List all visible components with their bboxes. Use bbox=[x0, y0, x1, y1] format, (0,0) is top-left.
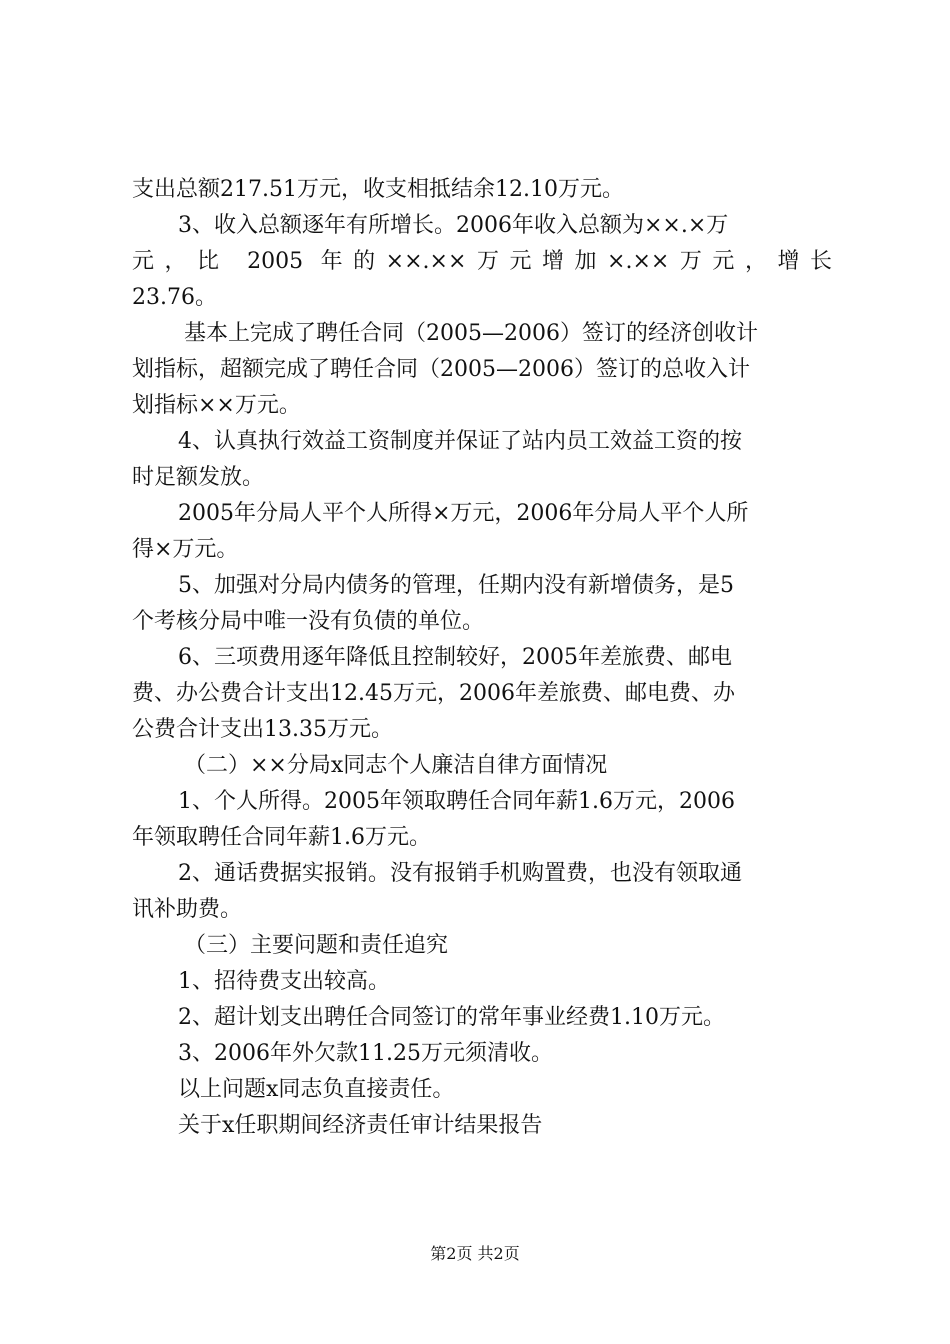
paragraph-line: 5、加强对分局内债务的管理，任期内没有新增债务，是5 bbox=[178, 573, 734, 598]
section-heading: （二）××分局x同志个人廉洁自律方面情况 bbox=[184, 753, 608, 778]
paragraph-line: 关于x任职期间经济责任审计结果报告 bbox=[178, 1113, 543, 1138]
paragraph-line: 个考核分局中唯一没有负债的单位。 bbox=[132, 609, 485, 634]
paragraph-line: 3、2006年外欠款11.25万元须清收。 bbox=[178, 1041, 553, 1066]
document-body bbox=[132, 172, 832, 1144]
paragraph-line: 4、认真执行效益工资制度并保证了站内员工效益工资的按 bbox=[178, 429, 742, 454]
section-heading: （三）主要问题和责任追究 bbox=[184, 933, 449, 958]
paragraph-line: 费、办公费合计支出12.45万元，2006年差旅费、邮电费、办 bbox=[132, 681, 735, 706]
paragraph-line: 以上问题x同志负直接责任。 bbox=[178, 1077, 455, 1102]
paragraph-line: 年领取聘任合同年薪1.6万元。 bbox=[132, 825, 431, 850]
paragraph-line: 2、通话费据实报销。没有报销手机购置费，也没有领取通 bbox=[178, 861, 742, 886]
paragraph-line: 2、超计划支出聘任合同签订的常年事业经费1.10万元。 bbox=[178, 1005, 725, 1030]
paragraph-line: 划指标××万元。 bbox=[132, 393, 301, 418]
paragraph-line: 1、招待费支出较高。 bbox=[178, 969, 390, 994]
paragraph-line: 基本上完成了聘任合同（2005—2006）签订的经济创收计 bbox=[184, 321, 758, 346]
paragraph-line: 时足额发放。 bbox=[132, 465, 265, 490]
page-number-label: 第2页 共2页 bbox=[430, 1244, 520, 1263]
paragraph-line: 公费合计支出13.35万元。 bbox=[132, 717, 393, 742]
paragraph-line: 3、收入总额逐年有所增长。2006年收入总额为××.×万 bbox=[178, 213, 729, 238]
paragraph-line: 6、三项费用逐年降低且控制较好，2005年差旅费、邮电 bbox=[178, 645, 732, 670]
paragraph-line: 23.76。 bbox=[132, 285, 217, 310]
page-footer bbox=[0, 1244, 950, 1264]
paragraph-line: 1、个人所得。2005年领取聘任合同年薪1.6万元，2006 bbox=[178, 789, 735, 814]
paragraph-line: 划指标，超额完成了聘任合同（2005—2006）签订的总收入计 bbox=[132, 357, 750, 382]
paragraph-line: 讯补助费。 bbox=[132, 897, 243, 922]
paragraph-line: 支出总额217.51万元，收支相抵结余12.10万元。 bbox=[132, 177, 624, 202]
paragraph-line: 得×万元。 bbox=[132, 537, 239, 562]
paragraph-line: 2005年分局人平个人所得×万元，2006年分局人平个人所 bbox=[178, 501, 749, 526]
paragraph-line: 元，比 2005 年的××.××万元增加×.××万元，增长 bbox=[132, 249, 832, 274]
